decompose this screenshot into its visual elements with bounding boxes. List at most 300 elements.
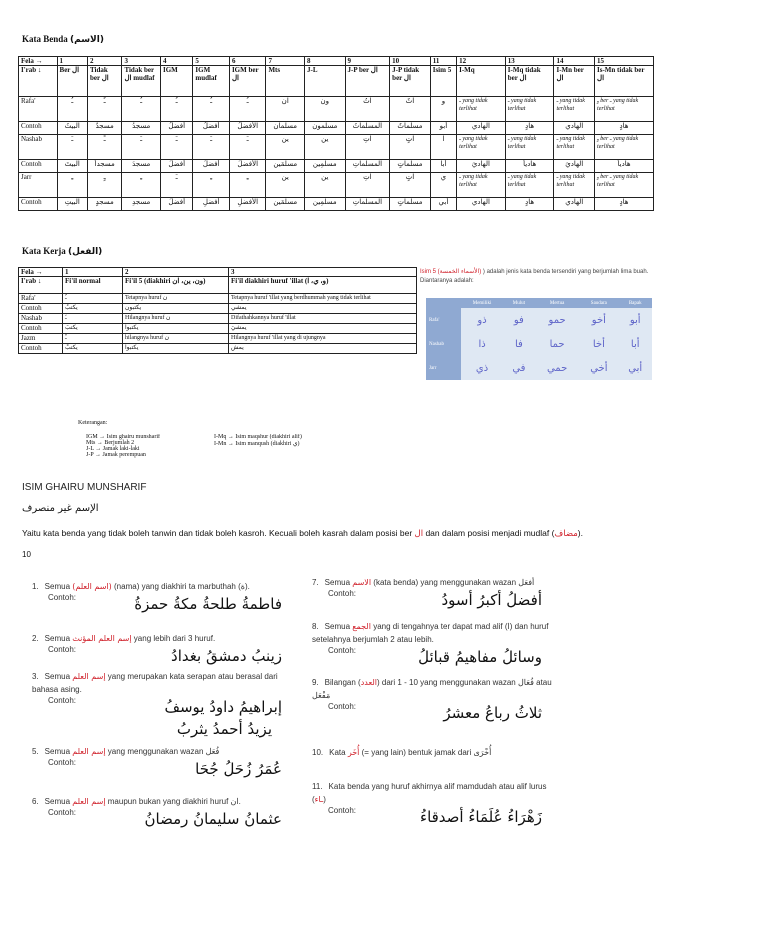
rule-example [312,646,562,670]
intro-mid: dan dalam posisi menjadi mudlaf ( [423,528,555,538]
table1-cell: ـُ [122,97,161,122]
rule-number: 1. [32,582,39,591]
keterangan-item: • Mts → Berjumlah 2 [86,440,208,446]
table1-cell: هادٍ [595,198,654,211]
table1-cell: مسلماتٍ [390,160,431,173]
rule-text-pre: Semua [44,634,73,643]
table1-cell: الهادي [457,198,506,211]
rule-text-ar: إسم العلم [72,672,106,681]
rule-text [32,745,302,758]
isim5-header-cell: Bapak [628,300,642,306]
keterangan-list-2 [206,434,336,447]
isim5-cell: أخو [591,314,606,326]
example-arabic: وسائلُ مفاهيمُ قبائلُ [418,648,542,666]
keterangan-col2 [206,434,336,468]
example-arabic: زَهْرَاءُ عُلَمَاءُ أصدقاءُ [420,808,542,826]
example-arabic-2: يزيدُ أحمدُ يثربُ [176,720,272,738]
example-arabic: فاطمةُ طلحةُ مكةُ حمزةُ [134,595,282,613]
rule-example [32,808,302,832]
table2-header-number: 1 [63,268,123,277]
contoh-label: Contoh: [328,702,357,711]
rule-text-pre: Semua [44,747,73,756]
rule-example [32,645,302,669]
table2-header-label: Fi'il 5 (diakhiri ون، ين، ان) [123,277,229,294]
table1-header-number: 13 [505,57,554,66]
table1-cell: ين [304,173,345,198]
rule-text-ar: الاسم [352,578,372,587]
table2-row-label: Nashab [19,314,63,324]
rule-text-ar: ـاء [314,795,324,804]
table1-cell: و [430,97,456,122]
rule-text-pre: Semua [324,622,353,631]
isim5-row [426,332,652,356]
example-arabic: عثمانُ سليمانُ رمضانُ [144,810,282,828]
table1-header-number: 2 [87,57,121,66]
table2-header-label: I'rab ↓ [19,277,63,294]
section-count: 10 [22,550,31,559]
table1-row-label: Contoh [19,122,58,135]
table1-cell: اتُ [345,97,390,122]
table1-cell: الهادي [457,122,506,135]
table2-row [19,294,417,304]
isim5-header-cell: Memiliki [472,300,492,306]
rule-text [32,632,302,645]
table1-cell: مسجدُ [122,122,161,135]
rule-text-ar: إسم العلم المؤنث [72,634,132,643]
noun-irab-table [18,56,654,211]
table1-cell: ـٍ ber ـ yang tidak terlihat [595,135,654,160]
table1-cell: مسلمَين [266,198,305,211]
table1-header-label: Mts [266,66,305,97]
isim5-note-pre: Isim 5 ( [420,269,440,275]
rule-item [32,670,302,742]
table1-cell: ـُ [193,97,230,122]
table2-cell: يكتبوا [123,324,229,334]
table1-cell: اتِ [345,135,390,160]
rule-text-post: (nama) yang diakhiri ta marbuthah (ة). [111,582,250,591]
rule-text [312,676,562,702]
table1-cell: ـ yang tidak terlihat [457,173,506,198]
table1-header-label: J-P tidak ber ال [390,66,431,97]
table2-row-label: Rafa' [19,294,63,304]
isim5-cell: حمي [546,362,568,374]
table1-header-number: 5 [193,57,230,66]
isim5-header-row [426,298,652,308]
rule-text [312,780,562,806]
table2-cell: يمشيَ [229,324,417,334]
keterangan-col1 [78,434,208,468]
table1-cell: مسجدَ [122,160,161,173]
table1-cell: ـَ [160,173,192,198]
isim5-row-label: Rafa' [426,308,461,332]
table2-title-text: Kata Kerja [22,246,66,256]
example-arabic: ثلاثُ رباعُ معشرُ [443,704,542,722]
table1-cell: ـُ [229,97,266,122]
table1-cell: أفضلُ [193,122,230,135]
table1-cell: ـَ [57,135,87,160]
table1-row-label: Nashab [19,135,58,160]
table1-cell: ين [266,173,305,198]
rule-text-post: (kata benda) yang menggunakan wazan أفعَل [371,578,535,587]
isim5-cell: أبي [628,362,643,374]
rule-text [32,795,302,808]
table2-cell: ـُ [63,294,123,304]
isim5-row [426,308,652,332]
rule-number: 10. [312,748,324,757]
isim5-cell: ذو [477,314,487,326]
table1-cell: أبي [430,198,456,211]
isim5-cell: أخا [592,338,605,350]
isim5-header-cell: Saudara [590,300,607,306]
table1-cell: مسلمِين [304,198,345,211]
isim5-cell: أبو [629,314,641,326]
table2-row-label: Contoh [19,344,63,354]
table1-cell: أفضلَ [193,160,230,173]
rule-number: 6. [32,797,39,806]
table1-header-label: Tidak ber ال [87,66,121,97]
table1-header-numbers [19,57,654,66]
rule-text [312,620,562,646]
isim5-header-cell: Mertua [549,300,565,306]
rule-text [32,580,302,593]
table1-cell: ـِ [122,173,161,198]
table1-cell: ـَ [193,135,230,160]
table1-cell: ي [430,173,456,198]
rule-text-pre: Bilangan ( [324,678,361,687]
table1-header-number: 14 [554,57,595,66]
table1-header-labels [19,66,654,97]
table1-row [19,173,654,198]
rule-text-post: ) dari 1 - 10 yang menggunakan wazan فُعَال atau مَفْعَل [312,678,552,700]
rule-item [32,632,302,669]
table1-cell: ـٌ [87,97,121,122]
table1-cell: ـ yang tidak terlihat [554,97,595,122]
table2-cell: يكتبْ [63,344,123,354]
rule-text-ar: إسم العلم [72,797,106,806]
table2-row [19,304,417,314]
intro-al: ال [414,529,424,539]
table2-cell: يكتبوا [123,344,229,354]
rule-text-post: (= yang lain) bentuk jamak dari أُخْرَى [359,748,492,757]
table1-cell: الأفضلَ [229,160,266,173]
isim5-note-ar: الأسماء الخمسة [439,268,480,275]
table1-cell: ـ yang tidak terlihat [505,97,554,122]
rule-text-post: yang di tengahnya ter dapat mad alif (ا) dan huruf setelahnya berjumlah 2 atau lebih. [312,622,549,644]
rule-example [312,589,562,613]
table1-row-label: Jarr [19,173,58,198]
contoh-label: Contoh: [48,696,77,705]
table2-row [19,314,417,324]
table2-row [19,334,417,344]
isim5-cell: ذي [475,362,489,374]
table1-header-label: I'rab ↓ [19,66,58,97]
rule-text-ar: العدد [360,678,377,687]
rule-example [32,758,302,782]
table1-row [19,97,654,122]
rule-item [312,620,562,670]
table1-cell: مسجداً [87,160,121,173]
table1-header-number: 4 [160,57,192,66]
table1-cell: الهاديَ [457,160,506,173]
table1-cell: ـَ [122,135,161,160]
isim5-cell: فا [514,338,523,350]
table1-cell: اتٌ [390,97,431,122]
rule-text-pre: Kata [329,748,348,757]
table1-header-label: IGM mudlaf [193,66,230,97]
table1-cell: ين [266,135,305,160]
isim5-cell: في [512,362,526,374]
table1-cell: البيتِ [57,198,87,211]
table1-cell: البيتُ [57,122,87,135]
table1-header-number: 3 [122,57,161,66]
rule-text-pre: Semua [44,797,73,806]
keterangan-item: • J-P → Jamak perempuan [86,452,208,458]
rule-item [32,580,302,617]
table1-header-number: 12 [457,57,506,66]
table1-row-label: Contoh [19,160,58,173]
keterangan-list-1 [78,434,208,458]
table1-cell: مسلمان [266,122,305,135]
table1-header-number: 15 [595,57,654,66]
keterangan-item: • I-Mn → Isim manqush (diakhiri ي) [214,440,336,447]
example-arabic: زينبُ دمشقُ بغدادُ [171,647,282,665]
table1-cell: الهادي [554,198,595,211]
keterangan-item: • J-L → Jamak laki-laki [86,446,208,452]
rule-example [312,702,562,726]
isim5-table-box [426,298,652,380]
rule-item [32,795,302,832]
rule-text-post: yang lebih dari 3 huruf. [131,634,216,643]
table1-cell: ـٍ ber ـ yang tidak terlihat [595,97,654,122]
table1-cell: هادياً [595,160,654,173]
table1-cell: ين [304,135,345,160]
table1-cell: ـ yang tidak terlihat [554,173,595,198]
table1-header-label: Isim 5 [430,66,456,97]
isim5-row-label: Nashab [426,332,461,356]
rule-text-pre: Semua [324,578,353,587]
isim5-header-cell [426,298,461,308]
intro-mudlaf: مضاف [554,529,578,539]
table1-header-number: 11 [430,57,456,66]
rule-text [312,576,562,589]
table2-cell: ـَ [63,314,123,324]
rule-number: 3. [32,672,39,681]
example-arabic: أفضلُ أكبرُ أسودُ [441,591,542,609]
isim5-note [420,267,650,286]
table2-cell: Tetapnya huruf ن [123,294,229,304]
table2-row-label: Contoh [19,324,63,334]
table1-cell: ـٍ ber ـ yang tidak terlihat [595,173,654,198]
table2-title-ar: (الفعل) [67,247,103,257]
table1-header-label: Ber ال [57,66,87,97]
rule-number: 7. [312,578,319,587]
section-title: ISIM GHAIRU MUNSHARIF [22,482,147,493]
table2-cell: يكتبَ [63,324,123,334]
verb-irab-table [18,267,417,354]
isim5-cell: فو [513,314,524,326]
table1-cell: أبا [430,160,456,173]
table1-row-label: Rafa' [19,97,58,122]
table1-title-ar: (الاسم) [70,35,104,45]
table1-cell: الهادي [554,122,595,135]
table1-cell: أفضلُ [160,122,192,135]
intro-pre: Yaitu kata benda yang tidak boleh tanwin dan tidak boleh kasroh. Kecuali boleh kasrah dalam posisi ber [22,528,413,538]
intro-end: ). [577,528,583,538]
table1-cell: ـ yang tidak terlihat [505,173,554,198]
example-arabic: إبراهيمُ داودُ يوسفُ [164,698,282,716]
table1-cell: أبو [430,122,456,135]
table2-row-label: Jazm [19,334,63,344]
table1-cell: هادٍ [505,198,554,211]
table2-cell: hilangnya huruf ن [123,334,229,344]
rule-text [32,670,302,696]
isim5-row [426,356,652,380]
table1-cell: ـُ [57,97,87,122]
table1-cell: مسلمون [304,122,345,135]
table1-cell: مسلماتٌ [390,122,431,135]
isim5-note-post: ) adalah jenis kata benda tersendiri yang berjumlah lima buah. Diantaranya adalah: [420,269,649,284]
table1-header-label: I-Mq tidak ber ال [505,66,554,97]
table1-header-label: J-P ber ال [345,66,390,97]
table2-header-labels [19,277,417,294]
table1-header-number: Fela → [19,57,58,66]
table1-cell: ـُ [160,97,192,122]
table2-row-label: Contoh [19,304,63,314]
table2-header-label: Fi'il diakhiri huruf 'illat (و، ي، ا) [229,277,417,294]
contoh-label: Contoh: [48,593,77,602]
rule-example [32,593,302,617]
table1-cell: المسلماتِ [345,198,390,211]
rule-example [312,806,562,830]
table2-cell: يمشي [229,304,417,314]
isim5-row-label: Jarr [426,356,461,380]
rule-item [32,745,302,782]
rule-text [312,746,562,759]
table1-cell: ـٍ [87,173,121,198]
table1-row [19,198,654,211]
keterangan-title: Keterangan: [78,420,108,426]
table2-header-number: 3 [229,268,417,277]
table1-cell: أفضلَ [160,198,192,211]
table1-row-label: Contoh [19,198,58,211]
table1-header-label: IGM [160,66,192,97]
rule-number: 8. [312,622,319,631]
rule-number: 2. [32,634,39,643]
table2-header-number: 2 [123,268,229,277]
table2-row [19,344,417,354]
table2-header-number: Fela → [19,268,63,277]
table2-cell: يكتبُ [63,304,123,314]
rule-example [32,696,302,720]
table1-header-label: Tidak ber ال mudlaf [122,66,161,97]
table1-cell: مسلماتٍ [390,198,431,211]
table2-row [19,324,417,334]
table1-cell: الأفضلُ [229,122,266,135]
table2-cell: Hilangnya huruf ن [123,314,229,324]
table1-cell: أفضلَ [160,160,192,173]
section-intro [22,528,752,539]
table1-cell: مسلمَين [266,160,305,173]
table2-cell: Tetapnya huruf 'illat yang berdhummah yang tidak terlihat [229,294,417,304]
table1-cell: ـِ [229,173,266,198]
table1-header-label: J-L [304,66,345,97]
table1-header-label: I-Mq [457,66,506,97]
table1-cell: ـِ [57,173,87,198]
rule-number: 5. [32,747,39,756]
contoh-label: Contoh: [328,806,357,815]
rule-text-ar: أُخَر [347,748,360,757]
table1-cell: أفضلِ [193,198,230,211]
rule-text-post: maupun bukan yang diakhiri huruf ان. [105,797,241,806]
table1-header-label: IGM ber ال [229,66,266,97]
table2-cell: يكتبون [123,304,229,314]
table1-header-number: 9 [345,57,390,66]
table1-header-number: 7 [266,57,305,66]
table1-cell: المسلماتِ [345,160,390,173]
rule-text-ar: (اسم العلم) [72,582,112,591]
rule-item [312,780,562,830]
contoh-label: Contoh: [328,589,357,598]
rule-number: 9. [312,678,319,687]
isim5-header-cell: Mulut [512,300,525,306]
keterangan-item: • I-Mq → Isim maqshur (diakhiri alif) [214,434,336,440]
table1-cell: مسجدٍ [87,198,121,211]
table1-cell: الأفضلِ [229,198,266,211]
table1-cell: البيتَ [57,160,87,173]
contoh-label: Contoh: [48,808,77,817]
table1-cell: ـ yang tidak terlihat [505,135,554,160]
table1-row [19,135,654,160]
table1-cell: ـ yang tidak terlihat [554,135,595,160]
table2-cell: Difathahkannya huruf 'illat [229,314,417,324]
table1-cell: ان [266,97,305,122]
table1-cell: هادٍ [595,122,654,135]
table2-cell: ـْ [63,334,123,344]
isim5-cell: حمو [548,314,566,326]
table2-cell: Hilangnya huruf 'illat yang di ujungnya [229,334,417,344]
table1-row [19,160,654,173]
rule-number: 11. [312,782,323,791]
table1-header-number: 6 [229,57,266,66]
contoh-label: Contoh: [328,646,357,655]
table1-header-label: Is-Mn tidak ber ال [595,66,654,97]
table1-cell: هادٍ [505,122,554,135]
isim5-cell: حما [549,338,565,350]
table1-cell: هادياً [505,160,554,173]
table1-header-number: 10 [390,57,431,66]
table1-cell: اتِ [345,173,390,198]
table1-cell: مسجدٌ [87,122,121,135]
table2-title [22,246,102,257]
rule-item [312,576,562,613]
table1-header-number: 1 [57,57,87,66]
table1-cell: مسلمِين [304,160,345,173]
table1-cell: ـَ [229,135,266,160]
table1-title [22,34,104,45]
table2-cell: يمش [229,344,417,354]
table2-header-label: Fi'il normal [63,277,123,294]
table1-cell: اتٍ [390,173,431,198]
table1-cell: ـ yang tidak terlihat [457,135,506,160]
table1-cell: الهاديَ [554,160,595,173]
contoh-label: Contoh: [48,645,77,654]
rule-text-pre: Semua [44,672,73,681]
table1-header-number: 8 [304,57,345,66]
rule-item [312,746,562,759]
table1-cell: المسلماتُ [345,122,390,135]
table1-cell: ا [430,135,456,160]
rule-text-ar: الجمع [352,622,371,631]
